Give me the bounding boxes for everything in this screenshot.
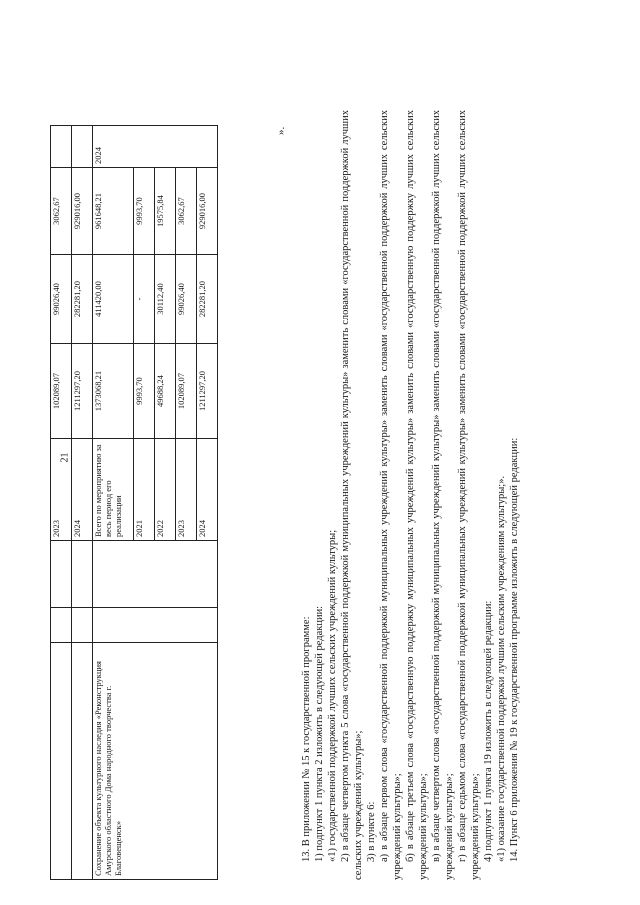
- regional-cell: 19575,84: [155, 168, 176, 255]
- empty-cell: [93, 541, 218, 608]
- paragraph: 4) подпункт 1 пункта 19 изложить в следующей редакции:: [483, 600, 494, 862]
- total-cell: 9993,70: [134, 344, 155, 439]
- regional-cell: 929016,00: [72, 168, 93, 255]
- total-cell: 1373068,21: [93, 344, 134, 439]
- empty-cell: [51, 541, 72, 608]
- object-name: Сохранение объекта культурного наследия «Реконструкция Амурского областного Дома народного творчества г. Благовещенск»: [93, 643, 218, 880]
- regional-cell: 961648,21: [93, 168, 134, 255]
- end-year: 2024: [93, 126, 218, 168]
- total-cell: 1211297,20: [72, 344, 93, 439]
- empty-cell: [51, 126, 72, 168]
- total-cell: 102089,07: [51, 344, 72, 439]
- empty-cell: [72, 608, 93, 643]
- regional-cell: 3062,67: [176, 168, 197, 255]
- total-label: Всего по мероприятию за весь период его реализации: [93, 439, 134, 541]
- year-cell: 2024: [72, 439, 93, 541]
- regional-cell: 929016,00: [197, 168, 218, 255]
- empty-cell: [72, 643, 93, 880]
- year-cell: 2023: [176, 439, 197, 541]
- object-cell: [51, 643, 72, 880]
- empty-cell: [51, 608, 72, 643]
- paragraph: 2) в абзаце четвертом пункта 5 слова «государственной поддержкой муниципальных учреждений культуры» заменить словами «государственной поддержкой лучших сельских учреждений культуры»;: [340, 110, 364, 880]
- total-cell: 102089,07: [176, 344, 197, 439]
- paragraph: г) в абзаце седьмом слова «государственной поддержкой муниципальных учреждений культуры» заменить словами «государственной поддержкой лучших сельских учреждений культуры»;: [457, 110, 481, 880]
- empty-cell: [72, 541, 93, 608]
- paragraph: в) в абзаце четвертом слова «государственной поддержкой муниципальных учреждений культуры» заменить словами «государственной поддержкой лучших сельских учреждений культуры»;: [431, 110, 455, 880]
- year-cell: 2023: [51, 439, 72, 541]
- federal-cell: 411420,00: [93, 255, 134, 344]
- year-cell: 2024: [197, 439, 218, 541]
- federal-cell: -: [134, 255, 155, 344]
- regional-cell: 9993,70: [134, 168, 155, 255]
- year-cell: 2021: [134, 439, 155, 541]
- page-content: [50, 20, 590, 880]
- table-row: [72, 126, 93, 880]
- rotated-page: [50, 20, 590, 880]
- closing-quote: ».: [275, 126, 287, 135]
- federal-cell: 30112,40: [155, 255, 176, 344]
- total-cell: 1211297,20: [197, 344, 218, 439]
- empty-cell: [93, 608, 218, 643]
- paragraph: «1) государственной поддержкой лучших сельских учреждений культуры;: [327, 529, 338, 862]
- paragraph: «1) оказание государственной поддержки лучшим сельским учреждениям культуры;».: [496, 475, 507, 862]
- federal-cell: 99026,40: [176, 255, 197, 344]
- table-row: [93, 126, 134, 880]
- body-text: [300, 110, 521, 880]
- page-number: 21: [59, 452, 71, 463]
- year-cell: 2022: [155, 439, 176, 541]
- federal-cell: 99026,40: [51, 255, 72, 344]
- budget-table: [50, 125, 218, 880]
- total-cell: 49688,24: [155, 344, 176, 439]
- paragraph: а) в абзаце первом слова «государственной поддержкой муниципальных учреждений культуры» заменить словами «государственной поддержкой лучших сельских учреждений культуры»;: [379, 110, 403, 880]
- empty-cell: [72, 126, 93, 168]
- table-row: [51, 126, 72, 880]
- regional-cell: 3062,67: [51, 168, 72, 255]
- paragraph: 1) подпункт 1 пункта 2 изложить в следующей редакции:: [314, 605, 325, 862]
- paragraph: 3) в пункте 6:: [366, 801, 377, 862]
- federal-cell: 282281,20: [72, 255, 93, 344]
- paragraph: 14. Пункт 6 приложения № 19 к государственной программе изложить в следующей редакции:: [509, 437, 520, 862]
- paragraph: б) в абзаце третьем слова «государственную поддержку муниципальных учреждений культуры» заменить словами «государственную поддержку лучших сельских учреждений культуры»;: [405, 110, 429, 880]
- federal-cell: 282281,20: [197, 255, 218, 344]
- paragraph: 13. В приложении № 15 к государственной программе:: [301, 616, 312, 862]
